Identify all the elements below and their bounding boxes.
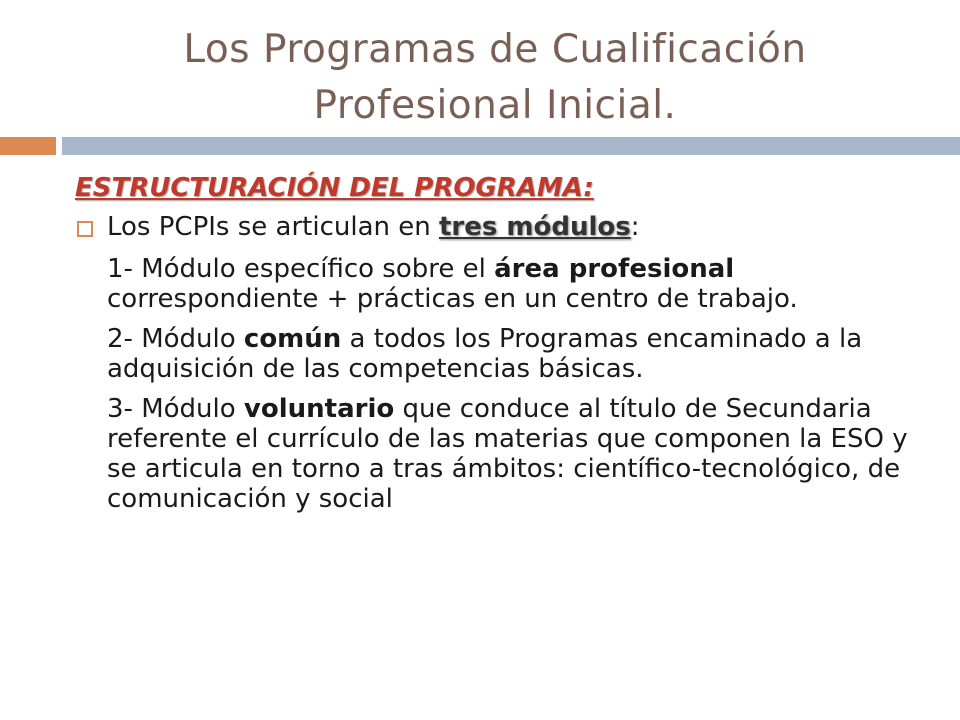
title-line-1: Los Programas de Cualificación	[183, 27, 807, 72]
module-3-bold: voluntario	[243, 394, 395, 424]
slide-content	[75, 170, 935, 514]
module-1-paragraph	[75, 254, 935, 314]
module-3-paragraph	[75, 394, 935, 514]
slide-title	[0, 22, 960, 134]
module-2-suffix: a todos los Programas encaminado a la adquisición de las competencias básicas.	[107, 324, 863, 384]
bullet-item	[75, 210, 935, 244]
title-line-2: Profesional Inicial.	[313, 83, 677, 128]
accent-bar-orange	[0, 137, 56, 155]
section-heading: ESTRUCTURACIÓN DEL PROGRAMA:	[75, 173, 594, 203]
module-2-prefix: 2- Módulo	[107, 324, 244, 354]
bullet-emphasis: tres módulos	[439, 212, 631, 242]
module-2-paragraph	[75, 324, 935, 384]
square-bullet-icon	[77, 221, 93, 237]
bullet-text-before: Los PCPIs se articulan en	[107, 212, 439, 242]
module-3-prefix: 3- Módulo	[107, 394, 244, 424]
module-3-suffix: que conduce al título de Secundaria referente el currículo de las materias que componen la ESO y se articula en torno a tras ámbitos: científico-tecnológico, de comunicación y social	[107, 394, 908, 514]
module-2-bold: común	[243, 324, 342, 354]
module-1-suffix: correspondiente + prácticas en un centro de trabajo.	[107, 284, 798, 314]
accent-bar-blue	[62, 137, 960, 155]
module-1-prefix: 1- Módulo específico sobre el	[107, 254, 495, 284]
module-1-bold: área profesional	[494, 254, 735, 284]
bullet-text-after: :	[630, 212, 640, 242]
